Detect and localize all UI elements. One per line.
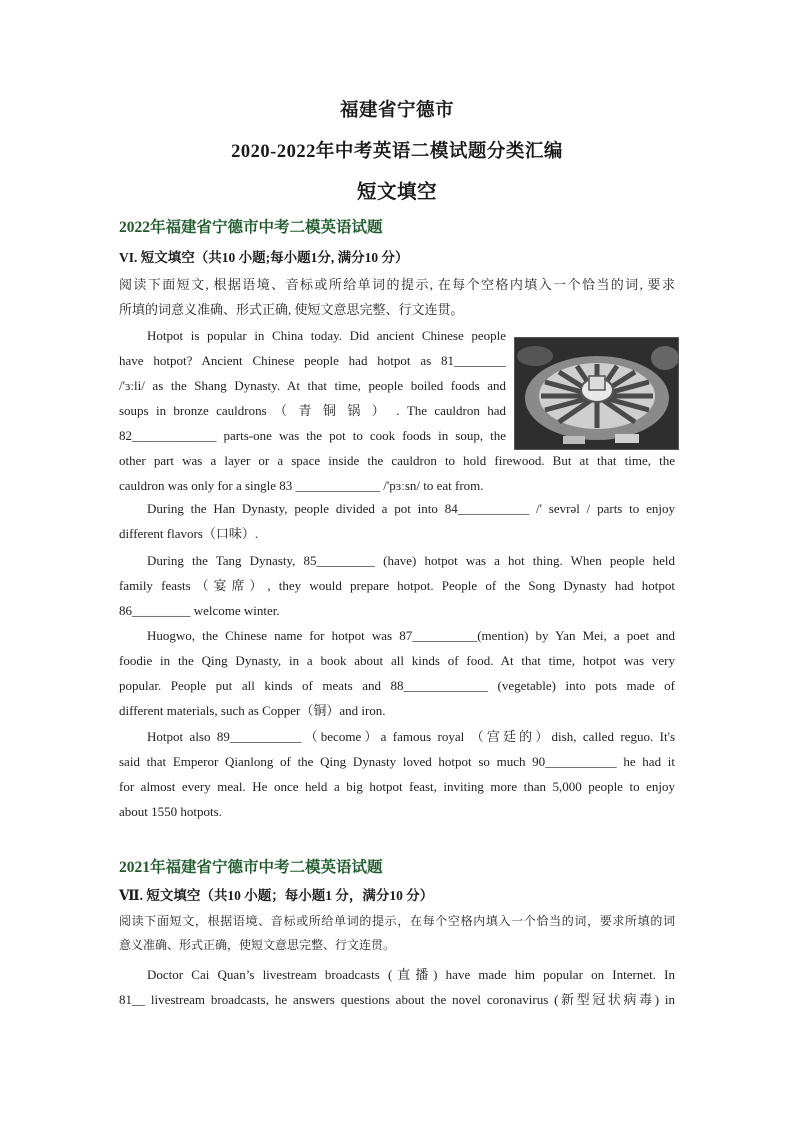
instruction-line: 阅读下面短文，根据语境、音标或所给单词的提示，在每个空格内填入一个恰当的词，要求所填的词 xyxy=(119,914,675,928)
text-line: 82_____________ parts-one was the pot to cook foods in soup, the xyxy=(119,428,506,443)
paragraph-4 xyxy=(119,623,675,723)
instruction-line: 意义准确、形式正确，使短文意思完整、行文连贯。 xyxy=(119,938,396,952)
section-heading-2022: 2022年福建省宁德市中考二模英语试题 xyxy=(119,219,383,236)
text-line: During the Han Dynasty, people divided a pot into 84___________ /' sevrəl / parts to enjoy xyxy=(147,501,675,516)
paragraph-2 xyxy=(119,496,675,546)
text-line: said that Emperor Qianlong of the Qing Dynasty loved hotpot so much 90___________ he had it xyxy=(119,754,675,769)
text-line: Hotpot is popular in China today. Did ancient Chinese people xyxy=(147,328,506,343)
text-line: Hotpot also 89___________（become）a famous royal （宫廷的）dish, called reguo. It's xyxy=(147,729,675,744)
paragraph-5 xyxy=(119,724,675,824)
title-topic: 短文填空 xyxy=(356,182,437,203)
text-line: different flavors（口味）. xyxy=(119,526,259,541)
text-line: Huogwo, the Chinese name for hotpot was 87__________(mention) by Yan Mei, a poet and xyxy=(147,628,675,643)
text-line: soups in bronze cauldrons （ 青 铜 锅 ） . The cauldron had xyxy=(119,403,506,418)
text-line: have hotpot? Ancient Chinese people had hotpot as 81________ xyxy=(119,353,506,368)
question-heading-2021: Ⅶ. 短文填空（共10 小题；每小题1 分，满分10 分） xyxy=(119,888,434,903)
instruction-line: 所填的词意义准确、形式正确, 使短文意思完整、行文连贯。 xyxy=(119,302,464,317)
text-line: family feasts（宴席）, they would prepare hotpot. People of the Song Dynasty had hotpot xyxy=(119,578,675,593)
text-line: foodie in the Qing Dynasty, in a book about all kinds of food. At that time, hotpot was very xyxy=(119,653,675,668)
text-line: Doctor Cai Quan’s livestream broadcasts (直播) have made him popular on Internet. In xyxy=(147,967,675,982)
text-line: /'ɜːli/ as the Shang Dynasty. At that time, people boiled foods and xyxy=(119,378,506,393)
instructions-2021 xyxy=(119,909,675,957)
text-line: different materials, such as Copper（铜）and iron. xyxy=(119,703,386,718)
text-line: 86_________ welcome winter. xyxy=(119,603,280,618)
text-line: During the Tang Dynasty, 85_________ (have) hotpot was a hot thing. When people held xyxy=(147,553,675,568)
paragraph-2021-1 xyxy=(119,962,675,1012)
text-line: other part was a layer or a space inside the cauldron to hold firewood. But at that time, the xyxy=(119,453,675,468)
question-heading-2022: VI. 短文填空（共10 小题;每小题1分, 满分10 分） xyxy=(119,250,409,265)
paragraph-3 xyxy=(119,548,675,623)
paragraph-1-narrow xyxy=(119,323,506,448)
text-line: about 1550 hotpots. xyxy=(119,804,222,819)
hotpot-photo xyxy=(514,337,679,450)
title-series: 2020-2022年中考英语二模试题分类汇编 xyxy=(231,142,563,162)
instructions-2022 xyxy=(119,272,675,322)
text-line: for almost every meal. He once held a big hotpot feast, inviting more than 5,000 people to enjoy xyxy=(119,779,675,794)
text-line: 81__ livestream broadcasts, he answers questions about the novel coronavirus (新型冠状病毒) in xyxy=(119,992,675,1007)
title-region: 福建省宁德市 xyxy=(339,101,454,121)
paragraph-1-wide xyxy=(119,448,675,498)
hotpot-image xyxy=(515,338,678,449)
text-line: cauldron was only for a single 83 _____________ /'pɜːsn/ to eat from. xyxy=(119,478,484,493)
instruction-line: 阅读下面短文, 根据语境、音标或所给单词的提示, 在每个空格内填入一个恰当的词, 要求 xyxy=(119,277,675,292)
section-heading-2021: 2021年福建省宁德市中考二模英语试题 xyxy=(119,859,383,876)
text-line: popular. People put all kinds of meats and 88_____________ (vegetable) into pots made of xyxy=(119,678,675,693)
